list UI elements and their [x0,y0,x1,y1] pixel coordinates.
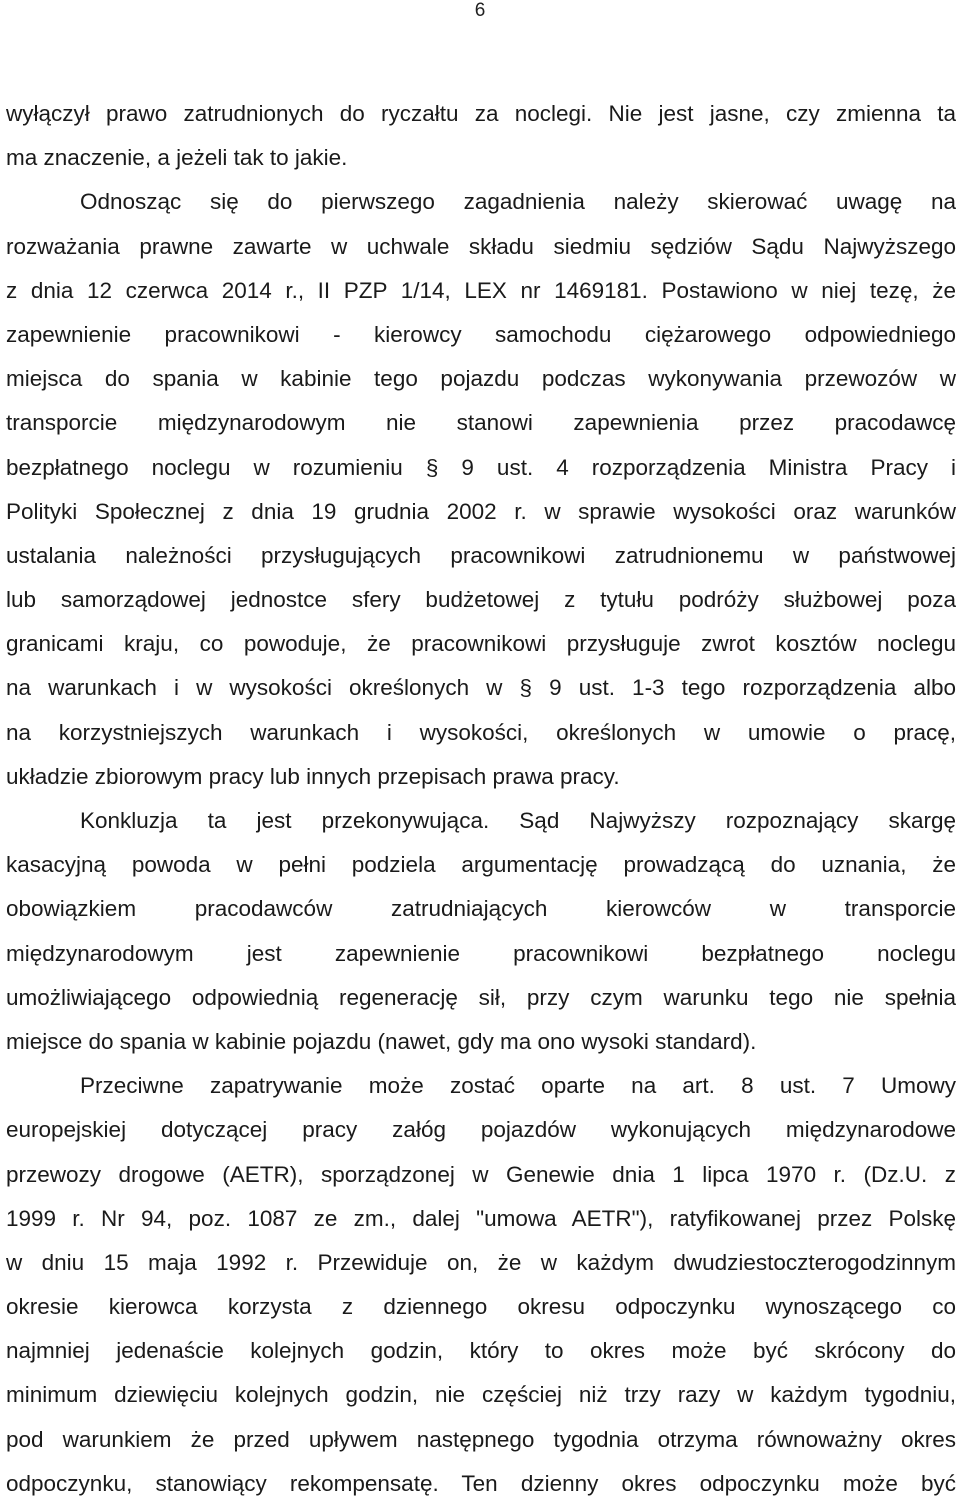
text-line: na korzystniejszych warunkach i wysokości, określonych w umowie o pracę, [6,719,956,745]
text-line: Konkluzja ta jest przekonywująca. Sąd Najwyższy rozpoznający skargę [80,808,956,833]
text-line: rozważania prawne zawarte w uchwale składu siedmiu sędziów Sądu Najwyższego [6,233,956,259]
text-line: najmniej jedenaście kolejnych godzin, który to okres może być skrócony do [6,1338,956,1364]
text-line: zapewnienie pracownikowi - kierowcy samochodu ciężarowego odpowiedniego [6,321,956,347]
text-line: 1999 r. Nr 94, poz. 1087 ze zm., dalej "umowa AETR"), ratyfikowanej przez Polskę [6,1205,956,1231]
text-line: odpoczynku, stanowiący rekompensatę. Ten dzienny okres odpoczynku może być [6,1470,956,1496]
text-line: kasacyjną powoda w pełni podziela argumentację prowadzącą do uznania, że [6,852,956,878]
text-line: miejsce do spania w kabinie pojazdu (nawet, gdy ma ono wysoki standard). [6,1028,757,1054]
text-line: bezpłatnego noclegu w rozumieniu § 9 ust. 4 rozporządzenia Ministra Pracy i [6,454,956,480]
text-line: wyłączył prawo zatrudnionych do ryczałtu za noclegi. Nie jest jasne, czy zmienna ta [6,101,956,126]
text-line: Polityki Społecznej z dnia 19 grudnia 2002 r. w sprawie wysokości oraz warunków [6,498,956,524]
text-line: obowiązkiem pracodawców zatrudniających kierowców w transporcie [6,896,956,922]
text-line: minimum dziewięciu kolejnych godzin, nie częściej niż trzy razy w każdym tygodniu, [6,1382,956,1408]
text-line: Odnosząc się do pierwszego zagadnienia należy skierować uwagę na [80,189,956,215]
text-line: z dnia 12 czerwca 2014 r., II PZP 1/14, LEX nr 1469181. Postawiono w niej tezę, że [6,277,956,303]
page-number: 6 [474,0,486,21]
text-line: ma znaczenie, a jeżeli tak to jakie. [6,145,348,171]
document-body [6,92,956,1506]
text-line: przewozy drogowe (AETR), sporządzonej w Genewie dnia 1 lipca 1970 r. (Dz.U. z [6,1161,956,1187]
text-line: Przeciwne zapatrywanie może zostać oparte na art. 8 ust. 7 Umowy [80,1073,956,1099]
text-line: umożliwiającego odpowiednią regenerację sił, przy czym warunku tego nie spełnia [6,984,956,1010]
text-line: w dniu 15 maja 1992 r. Przewiduje on, że w każdym dwudziestoczterogodzinnym [6,1249,956,1275]
text-line: miejsca do spania w kabinie tego pojazdu podczas wykonywania przewozów w [6,366,956,392]
text-line: europejskiej dotyczącej pracy załóg pojazdów wykonujących międzynarodowe [6,1117,956,1143]
text-line: ustalania należności przysługujących pracownikowi zatrudnionemu w państwowej [6,542,956,568]
text-line: okresie kierowca korzysta z dziennego okresu odpoczynku wynoszącego co [6,1294,956,1320]
text-line: pod warunkiem że przed upływem następnego tygodnia otrzyma równoważny okres [6,1426,956,1452]
text-line: międzynarodowym jest zapewnienie pracownikowi bezpłatnego noclegu [6,940,956,966]
text-line: układzie zbiorowym pracy lub innych przepisach prawa pracy. [6,763,620,789]
text-line: granicami kraju, co powoduje, że pracownikowi przysługuje zwrot kosztów noclegu [6,631,956,657]
text-line: lub samorządowej jednostce sfery budżetowej z tytułu podróży służbowej poza [6,587,956,613]
text-line: transporcie międzynarodowym nie stanowi zapewnienia przez pracodawcę [6,410,956,436]
text-line: na warunkach i w wysokości określonych w § 9 ust. 1-3 tego rozporządzenia albo [6,675,956,701]
